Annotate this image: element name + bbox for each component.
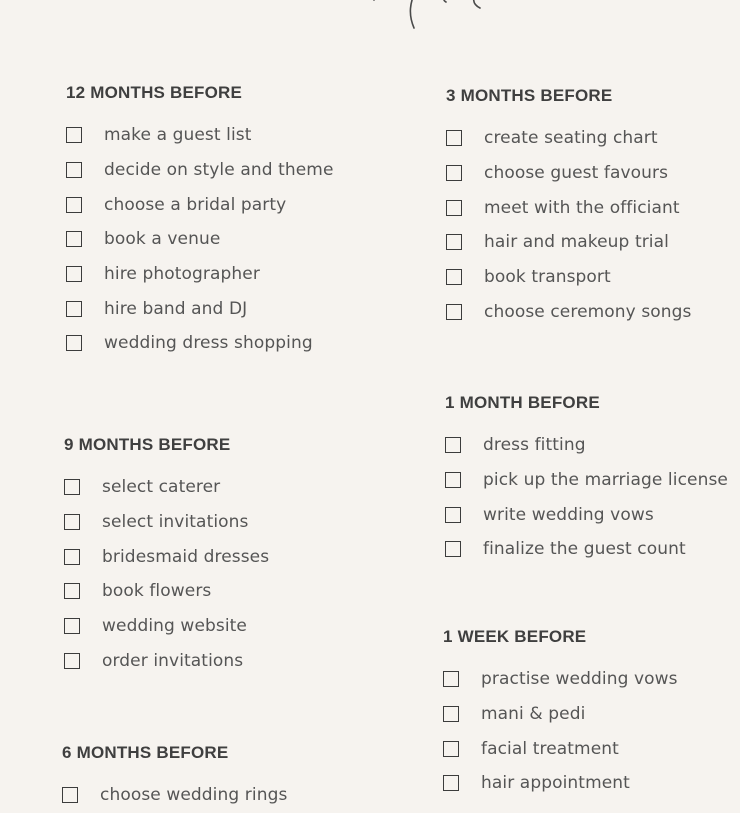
checklist-item[interactable] [443,697,678,732]
item-label: hire band and DJ [104,298,248,319]
checklist-item[interactable] [443,662,678,697]
checkbox[interactable] [446,269,462,285]
checklist-item[interactable] [446,156,692,191]
item-label: choose ceremony songs [484,301,692,322]
checklist-item[interactable] [446,121,692,156]
checklist-item[interactable] [446,294,692,329]
checkbox[interactable] [64,514,80,530]
checkbox[interactable] [66,231,82,247]
section-6-months [62,742,287,813]
checkbox[interactable] [446,200,462,216]
item-label: order invitations [102,650,244,671]
checklist-item[interactable] [64,539,269,574]
section-12-months [66,82,334,361]
item-label: wedding dress shopping [104,333,313,354]
checkbox[interactable] [445,437,461,453]
section-heading: 1 WEEK BEFORE [443,627,587,646]
item-label: select invitations [102,512,249,533]
item-label: dress fitting [483,435,586,456]
item-label: hair appointment [481,773,630,794]
checkbox[interactable] [446,165,462,181]
checkbox[interactable] [443,741,459,757]
checklist-item[interactable] [64,643,269,678]
item-label: make a guest list [104,125,252,146]
section-3-months [446,85,692,329]
checkbox[interactable] [445,507,461,523]
item-label: hair and makeup trial [484,232,669,253]
checkbox[interactable] [64,479,80,495]
section-heading: 9 MONTHS BEFORE [64,435,231,454]
item-label: finalize the guest count [483,539,686,560]
checkbox[interactable] [62,787,78,803]
item-label: choose guest favours [484,163,669,184]
checkbox[interactable] [446,304,462,320]
checklist-item[interactable] [64,505,269,540]
item-label: mani & pedi [481,704,586,725]
checklist-item[interactable] [66,118,334,153]
checkbox[interactable] [66,335,82,351]
item-label: choose a bridal party [104,194,287,215]
checklist-item[interactable] [66,257,334,292]
checklist-item[interactable] [64,609,269,644]
checkbox[interactable] [66,127,82,143]
section-1-month [445,392,728,567]
checkbox[interactable] [445,541,461,557]
checkbox[interactable] [446,130,462,146]
checklist-item[interactable] [445,532,728,567]
item-label: wedding website [102,616,247,637]
checkbox[interactable] [66,162,82,178]
item-label: book transport [484,267,611,288]
item-label: choose wedding rings [100,785,288,806]
script-title-fragment [360,0,500,38]
checklist-item[interactable] [66,187,334,222]
checklist-item[interactable] [445,428,728,463]
item-label: facial treatment [481,738,619,759]
checkbox[interactable] [64,549,80,565]
checklist-item[interactable] [445,463,728,498]
checkbox[interactable] [66,266,82,282]
item-label: select caterer [102,477,221,498]
section-heading: 3 MONTHS BEFORE [446,86,613,105]
section-9-months [64,434,269,678]
item-label: book a venue [104,229,221,250]
section-1-week [443,626,678,801]
checkbox[interactable] [66,197,82,213]
checkbox[interactable] [64,583,80,599]
item-label: pick up the marriage license [483,470,728,491]
checklist-item[interactable] [64,574,269,609]
checklist-item[interactable] [66,326,334,361]
checkbox[interactable] [443,671,459,687]
item-label: meet with the officiant [484,197,680,218]
checkbox[interactable] [443,775,459,791]
section-heading: 12 MONTHS BEFORE [66,83,243,102]
checklist-item[interactable] [443,731,678,766]
checklist-item[interactable] [64,470,269,505]
checkbox[interactable] [64,618,80,634]
checkbox[interactable] [445,472,461,488]
item-label: practise wedding vows [481,669,678,690]
checklist-item[interactable] [446,260,692,295]
checklist-item[interactable] [62,778,287,813]
checkbox[interactable] [64,653,80,669]
checklist-item[interactable] [446,190,692,225]
checklist-item[interactable] [445,497,728,532]
item-label: create seating chart [484,128,658,149]
section-heading: 1 MONTH BEFORE [445,393,600,412]
item-label: decide on style and theme [104,160,334,181]
checkbox[interactable] [443,706,459,722]
section-heading: 6 MONTHS BEFORE [62,743,229,762]
checklist-item[interactable] [443,766,678,801]
item-label: hire photographer [104,264,260,285]
item-label: write wedding vows [483,504,654,525]
item-label: book flowers [102,581,212,602]
checkbox[interactable] [446,234,462,250]
checklist-item[interactable] [66,291,334,326]
checklist-item[interactable] [66,222,334,257]
item-label: bridesmaid dresses [102,546,270,567]
checkbox[interactable] [66,301,82,317]
checklist-item[interactable] [66,153,334,188]
checklist-item[interactable] [446,225,692,260]
